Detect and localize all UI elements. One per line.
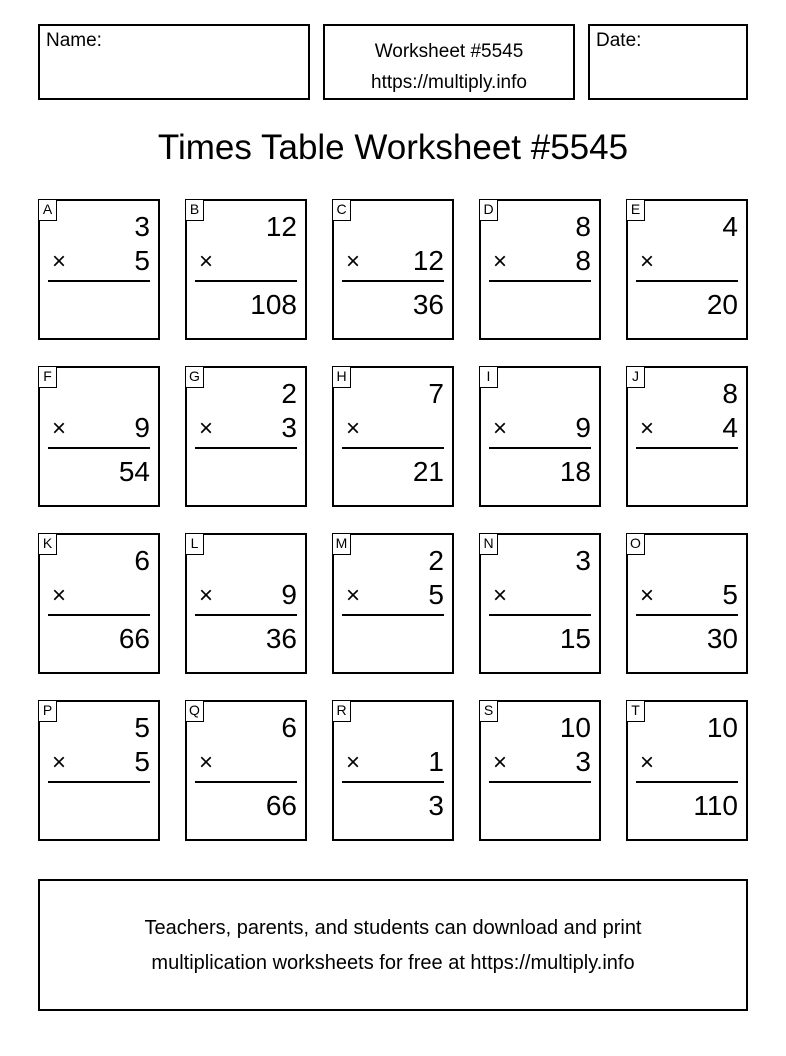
answer-line xyxy=(636,781,738,783)
top-factor: 10 xyxy=(706,712,738,743)
problem-cell xyxy=(38,700,160,841)
problem-letter: Q xyxy=(185,700,204,722)
problem-cell xyxy=(185,366,307,507)
answer-line xyxy=(195,781,297,783)
problem-letter: M xyxy=(332,533,351,555)
answer-line xyxy=(48,447,150,449)
times-sign: × xyxy=(346,415,361,442)
footer-line-2: multiplication worksheets for free at https://multiply.info xyxy=(151,952,635,974)
times-sign: × xyxy=(52,415,67,442)
bottom-factor: 3 xyxy=(575,746,591,777)
problem-cell xyxy=(38,533,160,674)
problem-letter: D xyxy=(479,199,498,221)
problem-letter: S xyxy=(479,700,498,722)
product: 18 xyxy=(559,456,591,487)
date-box xyxy=(588,24,748,100)
footer-box xyxy=(38,879,748,1011)
problem-grid xyxy=(38,199,748,842)
name-box xyxy=(38,24,310,100)
times-sign: × xyxy=(640,415,655,442)
problem-letter: J xyxy=(626,366,645,388)
problem-cell xyxy=(185,533,307,674)
problem-cell xyxy=(626,533,748,674)
top-factor: 2 xyxy=(428,545,444,576)
top-factor: 12 xyxy=(265,211,297,242)
times-sign: × xyxy=(199,582,214,609)
answer-line xyxy=(636,447,738,449)
product: 108 xyxy=(250,289,297,320)
bottom-factor: 5 xyxy=(428,579,444,610)
answer-line xyxy=(489,447,591,449)
problem-cell xyxy=(479,700,601,841)
top-factor: 3 xyxy=(575,545,591,576)
footer-line-1: Teachers, parents, and students can download and print xyxy=(144,917,642,939)
problem-cell xyxy=(38,199,160,340)
times-sign: × xyxy=(346,582,361,609)
problem-letter: E xyxy=(626,199,645,221)
answer-line xyxy=(489,280,591,282)
bottom-factor: 9 xyxy=(281,579,297,610)
answer-line xyxy=(342,614,444,616)
problem-cell xyxy=(38,366,160,507)
answer-line xyxy=(48,614,150,616)
name-label: Name: xyxy=(46,30,102,51)
answer-line xyxy=(48,280,150,282)
answer-line xyxy=(195,280,297,282)
product: 3 xyxy=(428,790,444,821)
bottom-factor: 4 xyxy=(722,412,738,443)
problem-cell xyxy=(479,199,601,340)
bottom-factor: 5 xyxy=(134,746,150,777)
bottom-factor: 8 xyxy=(575,245,591,276)
bottom-factor: 1 xyxy=(428,746,444,777)
problem-letter: P xyxy=(38,700,57,722)
date-label: Date: xyxy=(596,30,642,51)
problem-letter: A xyxy=(38,199,57,221)
problem-letter: B xyxy=(185,199,204,221)
problem-cell xyxy=(479,533,601,674)
answer-line xyxy=(342,781,444,783)
problem-cell xyxy=(185,199,307,340)
product: 36 xyxy=(412,289,444,320)
product: 110 xyxy=(693,790,738,821)
problem-cell xyxy=(479,366,601,507)
answer-line xyxy=(342,280,444,282)
problem-cell xyxy=(332,533,454,674)
times-sign: × xyxy=(346,749,361,776)
bottom-factor: 12 xyxy=(412,245,444,276)
bottom-factor: 3 xyxy=(281,412,297,443)
product: 30 xyxy=(706,623,738,654)
answer-line xyxy=(636,614,738,616)
product: 36 xyxy=(265,623,297,654)
answer-line xyxy=(489,614,591,616)
problem-letter: H xyxy=(332,366,351,388)
problem-letter: F xyxy=(38,366,57,388)
times-sign: × xyxy=(199,248,214,275)
product: 66 xyxy=(118,623,150,654)
product: 54 xyxy=(118,456,150,487)
top-factor: 2 xyxy=(281,378,297,409)
answer-line xyxy=(48,781,150,783)
problem-cell xyxy=(185,700,307,841)
times-sign: × xyxy=(640,749,655,776)
problem-letter: G xyxy=(185,366,204,388)
answer-line xyxy=(195,614,297,616)
times-sign: × xyxy=(199,415,214,442)
bottom-factor: 5 xyxy=(134,245,150,276)
problem-letter: T xyxy=(626,700,645,722)
problem-cell xyxy=(626,199,748,340)
bottom-factor: 5 xyxy=(722,579,738,610)
times-sign: × xyxy=(493,415,508,442)
problem-letter: N xyxy=(479,533,498,555)
bottom-factor: 9 xyxy=(575,412,591,443)
problem-cell xyxy=(626,700,748,841)
product: 15 xyxy=(559,623,591,654)
times-sign: × xyxy=(346,248,361,275)
answer-line xyxy=(342,447,444,449)
times-sign: × xyxy=(52,248,67,275)
problem-letter: C xyxy=(332,199,351,221)
problem-letter: R xyxy=(332,700,351,722)
top-factor: 7 xyxy=(428,378,444,409)
worksheet-number: Worksheet #5545 xyxy=(374,41,524,62)
problem-cell xyxy=(332,366,454,507)
times-sign: × xyxy=(640,582,655,609)
problem-letter: I xyxy=(479,366,498,388)
top-factor: 5 xyxy=(134,712,150,743)
answer-line xyxy=(636,280,738,282)
problem-letter: K xyxy=(38,533,57,555)
top-factor: 8 xyxy=(722,378,738,409)
problem-cell xyxy=(332,700,454,841)
product: 66 xyxy=(265,790,297,821)
problem-cell xyxy=(332,199,454,340)
top-factor: 6 xyxy=(281,712,297,743)
top-factor: 10 xyxy=(559,712,591,743)
top-factor: 3 xyxy=(134,211,150,242)
times-sign: × xyxy=(493,749,508,776)
problem-letter: L xyxy=(185,533,204,555)
times-sign: × xyxy=(640,248,655,275)
times-sign: × xyxy=(199,749,214,776)
answer-line xyxy=(489,781,591,783)
page-title: Times Table Worksheet #5545 xyxy=(157,128,629,167)
answer-line xyxy=(195,447,297,449)
worksheet-url: https://multiply.info xyxy=(371,72,527,93)
product: 20 xyxy=(706,289,738,320)
times-sign: × xyxy=(52,582,67,609)
worksheet-id-box xyxy=(323,24,575,100)
problem-letter: O xyxy=(626,533,645,555)
times-sign: × xyxy=(493,248,508,275)
times-sign: × xyxy=(52,749,67,776)
bottom-factor: 9 xyxy=(134,412,150,443)
top-factor: 8 xyxy=(575,211,591,242)
times-sign: × xyxy=(493,582,508,609)
product: 21 xyxy=(412,456,444,487)
top-factor: 6 xyxy=(134,545,150,576)
top-factor: 4 xyxy=(722,211,738,242)
problem-cell xyxy=(626,366,748,507)
